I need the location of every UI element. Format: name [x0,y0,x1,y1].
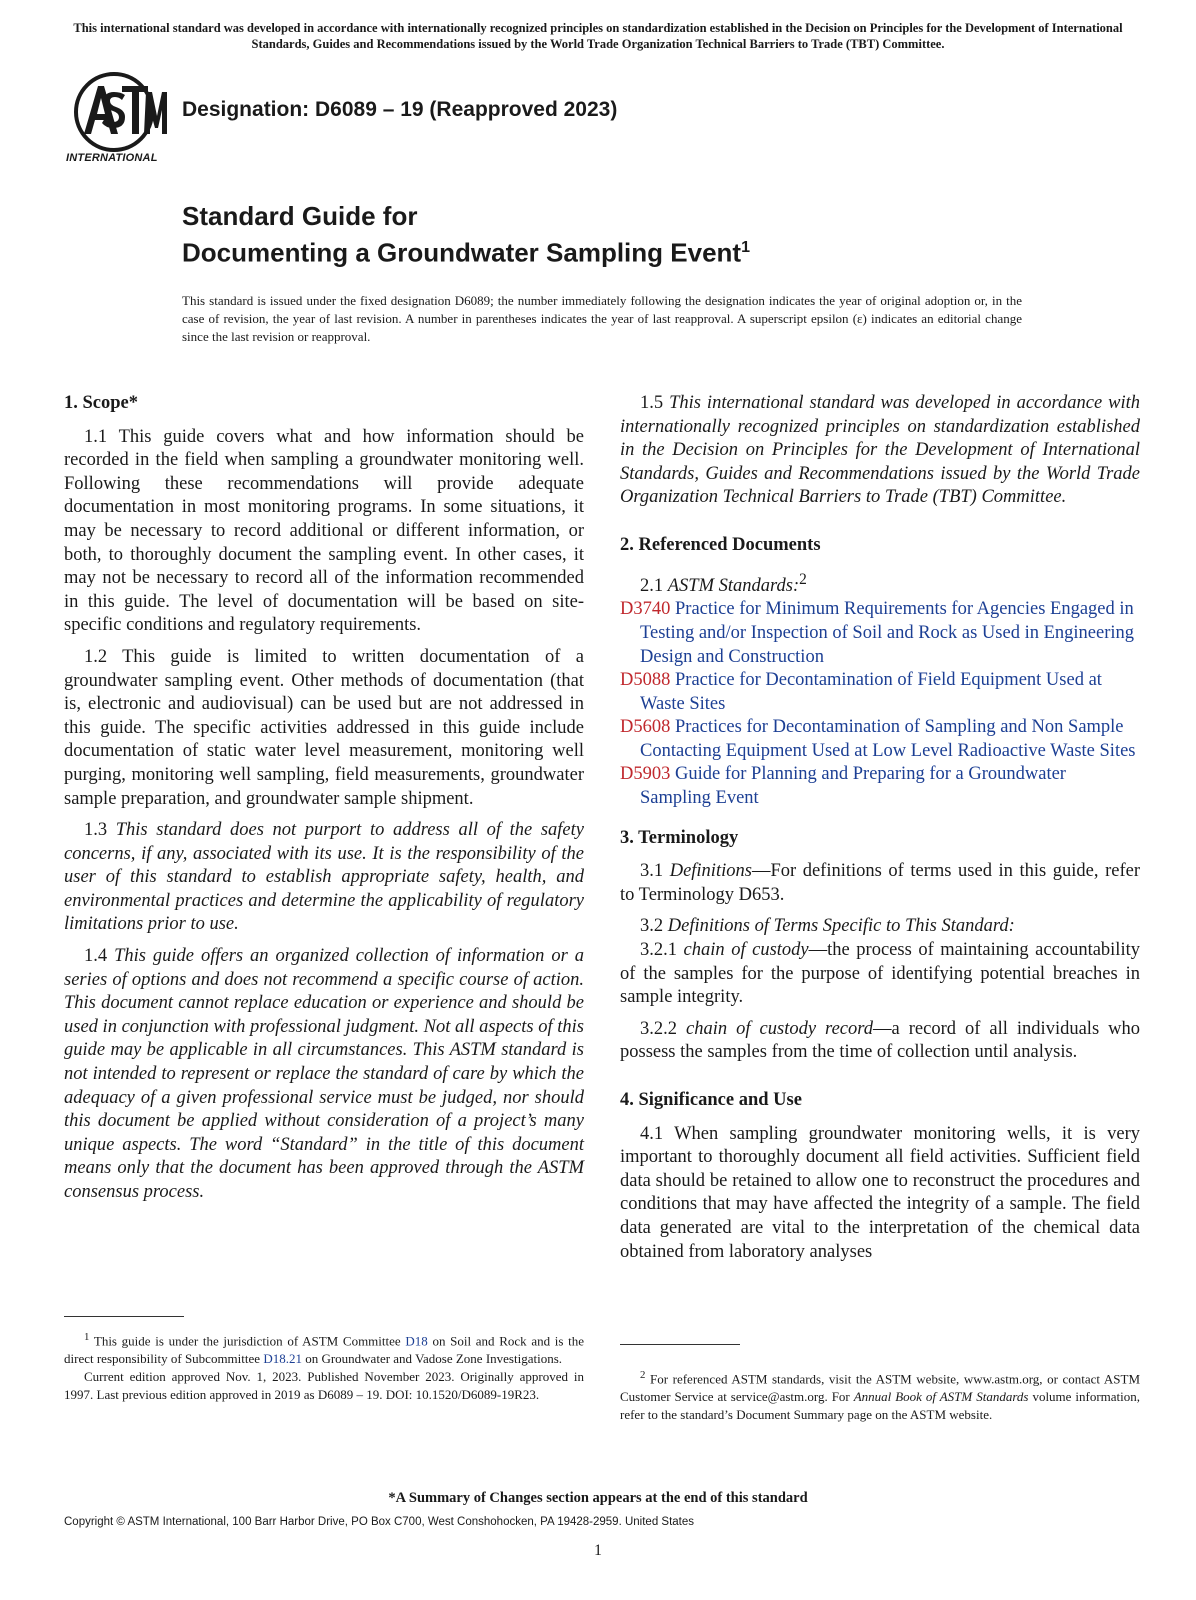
paragraph-1-5: 1.5 This international standard was developed in accordance with internationally recognized principles on standardization established in the Decision on Principles for the Development of International Standards, Guides and Recommendations issued by the World Trade Organization Technical Barriers to Trade (TBT) Committee. [620,393,1141,508]
preamble: This standard is issued under the fixed designation D6089; the number immediately following the designation indicates the year of original adoption or, in the case of revision, the year of last revision. A number in parentheses indicates the year of last reapproval. A superscript epsilon (ε) indicates an editorial change since the last revision or reapproval. [182,293,1022,344]
paragraph-3-2: 3.2 Definitions of Terms Specific to This Standard: [640,916,1015,937]
section-heading-scope: 1. Scope* [64,393,138,413]
footnote-2-ref[interactable]: 2 [799,570,807,588]
link-d18-21[interactable]: D18.21 [263,1351,302,1367]
section-heading-referenced-documents: 2. Referenced Documents [620,534,821,555]
paragraph-3-2-2: 3.2.2 chain of custody record—a record of all individuals who possess the samples from the time of collection until analysis. [620,1018,1141,1063]
ref-item-d5608[interactable]: D5608 Practices for Decontamination of Sampling and Non Sample Contacting Equipment Used at Low Level Radioactive Waste Sites [620,717,1136,761]
page-number: 1 [594,1542,602,1559]
astm-standards-label: 2.1 ASTM Standards:$^2$ [640,570,807,596]
left-column [64,392,584,1213]
logo-international-text: INTERNATIONAL [66,152,158,164]
link-d18[interactable]: D18 [405,1333,428,1349]
footnote-1: $^1$ This guide is under the jurisdiction of ASTM Committee D18 on Soil and Rock and is the direct responsibility of Subcommittee D18.21 on Groundwater and Vadose Zone Investigations. Current edition approved Nov. 1, 2023. Published November 2023. Originally approved in 1997. Last previous edition approved in 2019 as D6089 – 19. DOI: 10.1520/D6089-19R23. [64,1331,585,1403]
title-line-1: Standard Guide for [182,201,418,231]
paragraph-4-1: 4.1 When sampling groundwater monitoring wells, it is very important to thoroughly document all field activities. Sufficient field data should be retained to allow one to reconstruct the procedures and conditions that may have affected the integrity of a sample. The field data generated are vital to the interpretation of the chemical data obtained from laboratory analyses [620,1123,1140,1262]
footnote-rule-left [64,1316,184,1317]
copyright: Copyright © ASTM International, 100 Barr Harbor Drive, PO Box C700, West Conshohocken, PA 19428-2959. United States [64,1516,695,1528]
title-line-2: Documenting a Groundwater Sampling Event$^1$ [182,237,750,268]
section-heading-significance: 4. Significance and Use [620,1090,802,1110]
paragraph-3-2-1: 3.2.1 chain of custody—the process of maintaining accountability of the samples for the purpose of identifying potential breaches in sample integrity. [620,940,1140,1008]
footnote-2: $^2$ For referenced ASTM standards, visit the ASTM website, www.astm.org, or contact ASTM Customer Service at service@astm.org. For Annual Book of ASTM Standards volume information, refer to the standard’s Document Summary page on the ASTM website. [620,1369,1141,1423]
paragraph-1-3: 1.3 This standard does not purport to address all of the safety concerns, if any, associated with its use. It is the responsibility of the user of this standard to establish appropriate safety, health, and environmental practices and determine the applicability of regulatory limitations prior to use. [64,820,584,935]
paragraph-3-1: 3.1 Definitions—For definitions of terms used in this guide, refer to Terminology D653. [620,861,1140,905]
paragraph-1-4: 1.4 This guide offers an organized collection of information or a series of options and does not recommend a specific course of action. This document cannot replace education or experience and should be used in conjunction with professional judgment. Not all aspects of this guide may be applicable in all circumstances. This ASTM standard is not intended to represent or replace the standard of care by which the adequacy of a given professional service must be judged, nor should this document be applied without consideration of a project’s many unique aspects. The word “Standard” in the title of this document means only that the document has been approved through the ASTM consensus process. [64,946,584,1202]
document-title [182,200,750,269]
title-footnote-ref[interactable]: 1 [741,239,750,256]
right-column [620,392,1140,1272]
paragraph-1-2: 1.2 This guide is limited to written documentation of a groundwater sampling event. Other methods of documentation (that is, electronic and audiovisual) can be used but are not addressed in this guide. The specific activities addressed in this guide include documentation of static water level measurement, monitoring well purging, monitoring well sampling, field measurements, groundwater sample preparation, and groundwater sample shipment. [64,646,584,809]
paragraph-1-1: 1.1 This guide covers what and how information should be recorded in the field when sampling a groundwater monitoring well. Following these recommendations will provide adequate documentation in most monitoring programs. In some situations, it may be necessary to record additional or different information, or both, to thoroughly document the sampling event. In other cases, it may not be necessary to record all of the information recommended in this guide. The level of documentation will be based on site-specific conditions and regulatory requirements. [64,426,584,636]
ref-item-d5088[interactable]: D5088 Practice for Decontamination of Field Equipment Used at Waste Sites [620,670,1102,714]
ref-item-d5903[interactable]: D5903 Guide for Planning and Preparing for a Groundwater Sampling Event [620,764,1066,809]
footnote-rule-right [620,1344,740,1345]
summary-of-changes-note: *A Summary of Changes section appears at the end of this standard [388,1490,808,1506]
section-heading-terminology: 3. Terminology [620,827,739,848]
designation: Designation: D6089 – 19 (Reapproved 2023) [182,98,618,121]
wto-notice: This international standard was developed in accordance with internationally recognized principles on standardization established in the Decision on Principles for the Development of International Standards, Guides and Recommendations issued by the World Trade Organization Technical Barriers to Trade (TBT) Committee. [73,21,1123,51]
ref-item-d3740[interactable]: D3740 Practice for Minimum Requirements for Agencies Engaged in Testing and/or Inspection of Soil and Rock as Used in Engineering Design and Construction [620,599,1134,667]
